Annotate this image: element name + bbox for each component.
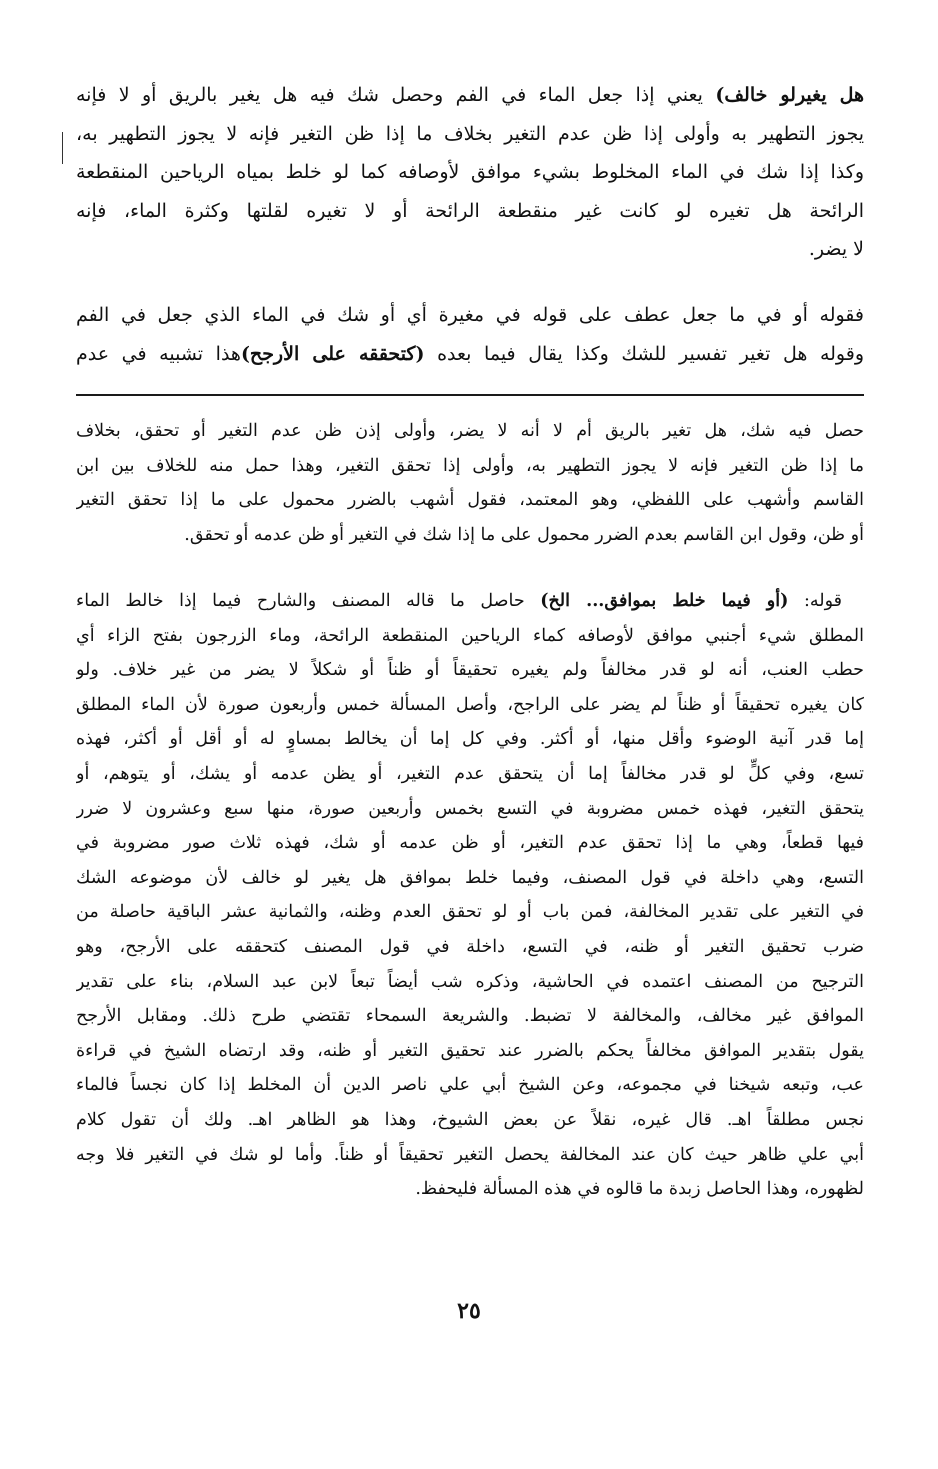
footnote-line: يتحقق التغير، فهذه خمس مضروبة في التسع بخمس وأربعين صورة، منها سبع وعشرون لا ضرر	[76, 798, 864, 819]
footnote-paragraph-1	[76, 414, 864, 552]
footnote-line: قوله: (أو فيما خلط بموافق... الخ) حاصل ما قاله المصنف والشارح فيما إذا خالط الماء	[76, 591, 842, 611]
main-line: وكذا إذا شك في الماء المخلوط بشيء موافق لأوصافه كما لو خلط بمياه الرياحين المنقطعة	[76, 161, 864, 183]
main-text	[76, 76, 864, 269]
main-text-paragraph-2	[76, 296, 864, 373]
main-line: لا يضر.	[808, 238, 864, 260]
main-line: يجوز التطهير به وأولى إذا ظن عدم التغير بخلاف ما إذا ظن التغير فإنه لا يجوز التطهير به،	[76, 122, 864, 145]
footnote-line: القاسم وأشهب على اللفظي، وهو المعتمد، فقول أشهب بالضرر محمول على ما إذا تحقق التغير	[76, 490, 864, 511]
footnote-line: عب، وتبعه شيخنا في مجموعه، وعن الشيخ أبي علي ناصر الدين أن المخلط إذا كان نجساً فالماء	[76, 1075, 864, 1096]
main-line: الرائحة هل تغيره لو كانت غير منقطعة الرائحة أو لا تغيره لقلتها وكثرة الماء، فإنه	[76, 199, 864, 222]
page-number: ٢٥	[457, 1298, 481, 1324]
footnote-line: ضرب تحقيق التغير أو ظنه، في التسع، داخلة في قول المصنف كتحققه على الأرجح، وهو	[76, 936, 864, 957]
main-line: فقوله أو في ما جعل عطف على قوله في مغيرة أي أو شك في الماء الذي جعل في الفم	[76, 304, 864, 326]
footnote-line: كان يغيره تحقيقاً أو ظناً لم يضر على الراجح، وأصل المسألة خمس وأربعون صورة لأن الماء المطلق	[76, 694, 864, 715]
main-line: وقوله هل تغير تفسير للشك وكذا يقال فيما بعده (كتحققه على الأرجح)هذا تشبيه في عدم	[76, 342, 864, 365]
main-line: هل يغيرلو خالف) يعني إذا جعل الماء في الفم وحصل شك فيه هل يغير بالريق أو لا فإنه	[76, 84, 864, 106]
footnote-line: الموافق غير مخالف، والمخالفة لا تضبط. والشريعة السمحاء تقتضي طرح ذلك. ومقابل الأرجح	[76, 1006, 864, 1027]
footnote-paragraph-2	[76, 584, 864, 1207]
footnote-line: لظهوره، وهذا الحاصل زبدة ما قالوه في هذه المسألة فليحفظ.	[415, 1179, 864, 1200]
footnote-line: إما قدر آنية الوضوء وأقل منها، أو أكثر. وفي كل إما أن يخالط بمساوٍ له أو أقل أو أكثر، فهذه	[76, 729, 864, 750]
footnote-line: نجس مطلقاً اهـ. قال غيره، نقلاً عن بعض الشيوخ، وهذا هو الظاهر اهـ. ولك أن تقول كلام	[76, 1109, 864, 1130]
margin-mark	[62, 132, 63, 164]
bold-phrase: هل يغيرلو خالف)	[715, 84, 864, 106]
bold-phrase: (أو فيما خلط بموافق... الخ)	[540, 591, 789, 611]
footnote-line: حطب العنب، أنه لو قدر مخالفاً ولم يغيره تحقيقاً أو ظناً أو شكلاً لا يضر من غير خلاف. ولو	[76, 660, 864, 681]
footnote-line: أبي علي ظاهر حيث كان عند المخالفة يحصل التغير تحقيقاً أو ظناً. وأما لو شك في التغير فلا وجه	[76, 1144, 864, 1165]
footnote-line: ما إذا ظن التغير فإنه لا يجوز التطهير به، وأولى إذا تحقق التغير، وهذا حمل منه للخلاف بين ابن	[76, 455, 864, 476]
footnote-line: الترجيح من المصنف اعتمده في الحاشية، وذكره شب أيضاً تبعاً لابن عبد السلام، بناء على تقدير	[76, 971, 864, 992]
footnote-line: فيها قطعاً، وهي ما إذا تحقق عدم التغير، أو ظن عدمه أو شك، فهذه ثلاث صور مضروبة في	[76, 833, 864, 854]
footnote-line: تسع، وفي كلٍّ لو قدر مخالفاً إما أن يتحقق عدم التغير، أو يظن عدمه أو يشك، أو يتوهم، أو	[76, 763, 864, 784]
footnote-line: المطلق شيء أجنبي موافق لأوصافه كماء الرياحين المنقطعة الرائحة، وماء الزرجون بفتح الزاء أي	[76, 625, 864, 646]
footnote-line: يقول بتقدير الموافق مخالفاً يحكم بالضرر عند تحقيق التغير أو ظنه، وقد ارتضاه الشيخ في قراءة	[76, 1040, 864, 1061]
footnote-line: أو ظن، وقول ابن القاسم بعدم الضرر محمول على ما إذا شك في التغير أو ظن عدمه أو تحقق.	[184, 524, 864, 545]
footnote-line: التسع، وهي داخلة في قول المصنف، وفيما خلط بموافق هل يغير لو خالف لأن موضوعه الشك	[76, 867, 864, 888]
footnote-divider	[76, 394, 864, 396]
bold-phrase: (كتحققه على الأرجح)	[240, 342, 425, 365]
footnote-line: في التغير على تقدير المخالفة، فمن باب أو لو تحقق العدم وظنه، والثمانية عشر الباقية حاصلة من	[76, 902, 864, 923]
footnote-line: حصل فيه شك، هل تغير بالريق أم لا أنه لا يضر، وأولى إذن ظن عدم التغير أو تحقق، بخلاف	[76, 421, 864, 441]
